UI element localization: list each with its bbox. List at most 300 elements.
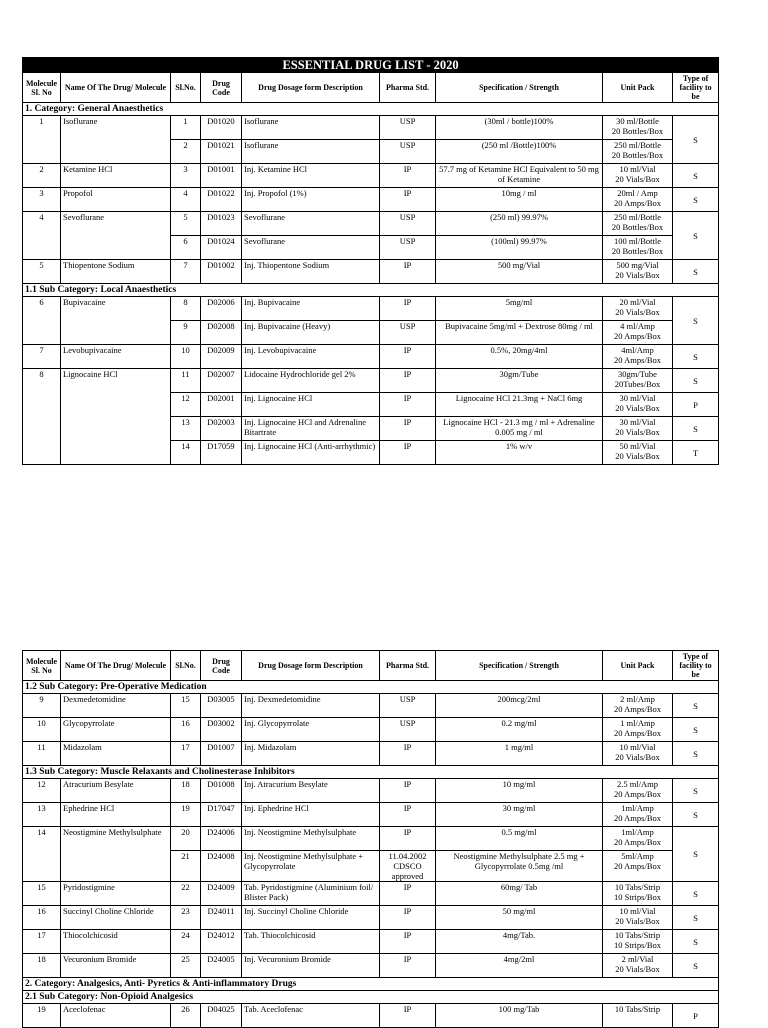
- unit-pack-size: 2 ml/Amp: [620, 694, 655, 704]
- header-pharma-std: Pharma Std.: [380, 73, 436, 103]
- drug-row: [23, 188, 719, 212]
- specification: Lignocaine HCl 21.3mg + NaCl 6mg: [436, 393, 603, 417]
- specification: (30ml / bottle)100%: [436, 116, 603, 140]
- sl-no: 12: [171, 393, 201, 417]
- category-row: [23, 681, 719, 694]
- facility-type: S: [673, 164, 719, 188]
- header-unit-pack: Unit Pack: [603, 651, 673, 681]
- molecule-sl-no: 4: [23, 212, 61, 260]
- facility-type: T: [673, 441, 719, 465]
- document-title: ESSENTIAL DRUG LIST - 2020: [23, 58, 719, 73]
- unit-pack-size: 30gm/Tube: [618, 369, 657, 379]
- specification: (100ml) 99.97%: [436, 236, 603, 260]
- facility-type: S: [673, 718, 719, 742]
- molecule-sl-no: 19: [23, 1004, 61, 1028]
- pharma-std: IP: [380, 803, 436, 827]
- dosage-form: Inj. Bupivacaine (Heavy): [242, 321, 380, 345]
- drug-name: Vecuronium Bromide: [61, 954, 171, 978]
- pharma-std: IP: [380, 297, 436, 321]
- drug-code: D24011: [201, 906, 242, 930]
- specification: 60mg/ Tab: [436, 882, 603, 906]
- drug-code: D02007: [201, 369, 242, 393]
- drug-row: [23, 116, 719, 140]
- unit-pack-size: 4 ml/Amp: [620, 321, 655, 331]
- drug-name: Thiocolchicosid: [61, 930, 171, 954]
- unit-pack-size: 1ml/Amp: [621, 827, 654, 837]
- drug-row: [23, 827, 719, 851]
- drug-code: D03005: [201, 694, 242, 718]
- header-molecule-sl-no: Molecule Sl. No: [23, 651, 61, 681]
- dosage-form: Inj. Atracurium Besylate: [242, 779, 380, 803]
- unit-pack-box: 10 Strips/Box: [614, 892, 661, 902]
- unit-pack-size: 30 ml/Bottle: [616, 116, 659, 126]
- unit-pack-box: 20 Vials/Box: [615, 451, 660, 461]
- drug-row: [23, 297, 719, 321]
- unit-pack-box: 20 Vials/Box: [615, 964, 660, 974]
- sl-no: 8: [171, 297, 201, 321]
- unit-pack-size: 2.5 ml/Amp: [616, 779, 659, 789]
- unit-pack: [603, 718, 673, 742]
- unit-pack: [603, 236, 673, 260]
- drug-name: Atracurium Besylate: [61, 779, 171, 803]
- specification: 1 mg/ml: [436, 742, 603, 766]
- unit-pack-size: 250 ml/Bottle: [614, 212, 661, 222]
- drug-row: [23, 694, 719, 718]
- facility-type: S: [673, 742, 719, 766]
- facility-type: S: [673, 345, 719, 369]
- category-label: 2. Category: Analgesics, Anti- Pyretics & Anti-inflammatory Drugs: [23, 978, 719, 991]
- drug-code: D17059: [201, 441, 242, 465]
- unit-pack-box: 20 Vials/Box: [615, 270, 660, 280]
- unit-pack-size: 500 mg/Vial: [616, 260, 659, 270]
- sl-no: 20: [171, 827, 201, 851]
- dosage-form: Tab. Pyridostigmine (Aluminium foil/ Blister Pack): [242, 882, 380, 906]
- header-pharma-std: Pharma Std.: [380, 651, 436, 681]
- sl-no: 16: [171, 718, 201, 742]
- sl-no: 21: [171, 851, 201, 882]
- unit-pack: [603, 827, 673, 851]
- drug-code: D01024: [201, 236, 242, 260]
- dosage-form: Inj. Neostigmine Methylsulphate: [242, 827, 380, 851]
- drug-code: D01023: [201, 212, 242, 236]
- pharma-std: IP: [380, 393, 436, 417]
- dosage-form: Inj. Propofol (1%): [242, 188, 380, 212]
- molecule-sl-no: 17: [23, 930, 61, 954]
- molecule-sl-no: 16: [23, 906, 61, 930]
- category-row: [23, 766, 719, 779]
- drug-code: D01001: [201, 164, 242, 188]
- facility-type: S: [673, 369, 719, 393]
- pharma-std: IP: [380, 345, 436, 369]
- molecule-sl-no: 8: [23, 369, 61, 465]
- facility-type: S: [673, 116, 719, 164]
- category-row: [23, 978, 719, 991]
- specification: 1% w/v: [436, 441, 603, 465]
- sl-no: 3: [171, 164, 201, 188]
- unit-pack-box: 20 Vials/Box: [615, 427, 660, 437]
- dosage-form: Tab. Thiocolchicosid: [242, 930, 380, 954]
- dosage-form: Inj. Dexmedetomidine: [242, 694, 380, 718]
- unit-pack: [603, 188, 673, 212]
- molecule-sl-no: 9: [23, 694, 61, 718]
- pharma-std: 11.04.2002 CDSCO approved: [380, 851, 436, 882]
- dosage-form: Inj. Ketamine HCl: [242, 164, 380, 188]
- sl-no: 9: [171, 321, 201, 345]
- facility-type: S: [673, 297, 719, 345]
- category-label: 1.3 Sub Category: Muscle Relaxants and Cholinesterase Inhibitors: [23, 766, 719, 779]
- drug-name: Isoflurane: [61, 116, 171, 164]
- drug-row: [23, 742, 719, 766]
- specification: 100 mg/Tab: [436, 1004, 603, 1028]
- unit-pack-box: 20 Amps/Box: [614, 331, 661, 341]
- category-row: [23, 284, 719, 297]
- pharma-std: USP: [380, 116, 436, 140]
- drug-code: D02001: [201, 393, 242, 417]
- unit-pack-box: 10 Strips/Box: [614, 940, 661, 950]
- drug-code: D01022: [201, 188, 242, 212]
- header-specification: Specification / Strength: [436, 73, 603, 103]
- sl-no: 11: [171, 369, 201, 393]
- unit-pack-size: 20ml / Amp: [617, 188, 658, 198]
- sl-no: 5: [171, 212, 201, 236]
- dosage-form: Sevoflurane: [242, 212, 380, 236]
- molecule-sl-no: 18: [23, 954, 61, 978]
- specification: 4mg/Tab.: [436, 930, 603, 954]
- drug-name: Succinyl Choline Chloride: [61, 906, 171, 930]
- unit-pack-box: 20 Vials/Box: [615, 752, 660, 762]
- drug-code: D01021: [201, 140, 242, 164]
- pharma-std: USP: [380, 718, 436, 742]
- drug-name: Bupivacaine: [61, 297, 171, 345]
- pharma-std: USP: [380, 694, 436, 718]
- specification: (250 ml /Bottle)100%: [436, 140, 603, 164]
- header-drug-code: Drug Code: [201, 73, 242, 103]
- facility-type: S: [673, 954, 719, 978]
- unit-pack-size: 10 ml/Vial: [619, 742, 656, 752]
- drug-code: D01002: [201, 260, 242, 284]
- unit-pack-box: 20 Bottles/Box: [611, 150, 664, 160]
- drug-code: D01008: [201, 779, 242, 803]
- drug-code: D24008: [201, 851, 242, 882]
- facility-type: S: [673, 803, 719, 827]
- drug-code: D03002: [201, 718, 242, 742]
- sl-no: 7: [171, 260, 201, 284]
- facility-type: S: [673, 930, 719, 954]
- dosage-form: Isoflurane: [242, 116, 380, 140]
- unit-pack-size: 20 ml/Vial: [619, 297, 656, 307]
- unit-pack-size: 10 Tabs/Strip: [614, 1004, 661, 1014]
- dosage-form: Inj. Ephedrine HCl: [242, 803, 380, 827]
- dosage-form: Inj. Lignocaine HCl (Anti-arrhythmic): [242, 441, 380, 465]
- unit-pack-size: 5ml/Amp: [621, 851, 654, 861]
- pharma-std: IP: [380, 164, 436, 188]
- unit-pack: [603, 742, 673, 766]
- unit-pack-size: 2 ml/Vial: [621, 954, 654, 964]
- specification: (250 ml) 99.97%: [436, 212, 603, 236]
- unit-pack: [603, 930, 673, 954]
- pharma-std: IP: [380, 188, 436, 212]
- header-facility-type: Type of facility to be: [673, 651, 719, 681]
- sl-no: 17: [171, 742, 201, 766]
- molecule-sl-no: 10: [23, 718, 61, 742]
- specification: Bupivacaine 5mg/ml + Dextrose 80mg / ml: [436, 321, 603, 345]
- sl-no: 22: [171, 882, 201, 906]
- unit-pack-box: 20 Amps/Box: [614, 704, 661, 714]
- unit-pack: [603, 369, 673, 393]
- header-drug-name: Name Of The Drug/ Molecule: [61, 651, 171, 681]
- unit-pack: [603, 882, 673, 906]
- unit-pack: [603, 803, 673, 827]
- drug-code: D24005: [201, 954, 242, 978]
- specification: 10mg / ml: [436, 188, 603, 212]
- unit-pack-box: 20 Vials/Box: [615, 307, 660, 317]
- header-specification: Specification / Strength: [436, 651, 603, 681]
- category-label: 1.2 Sub Category: Pre-Operative Medication: [23, 681, 719, 694]
- drug-row: [23, 369, 719, 393]
- drug-row: [23, 212, 719, 236]
- specification: 200mcg/2ml: [436, 694, 603, 718]
- pharma-std: USP: [380, 236, 436, 260]
- dosage-form: Inj. Lignocaine HCl and Adrenaline Bitartrate: [242, 417, 380, 441]
- molecule-sl-no: 15: [23, 882, 61, 906]
- dosage-form: Inj. Lignocaine HCl: [242, 393, 380, 417]
- sl-no: 23: [171, 906, 201, 930]
- drug-name: Lignocaine HCl: [61, 369, 171, 465]
- sl-no: 1: [171, 116, 201, 140]
- dosage-form: Inj. Levobupivacaine: [242, 345, 380, 369]
- unit-pack-size: 10 Tabs/Strip: [614, 882, 661, 892]
- molecule-sl-no: 2: [23, 164, 61, 188]
- sl-no: 18: [171, 779, 201, 803]
- molecule-sl-no: 6: [23, 297, 61, 345]
- header-row: [23, 73, 719, 103]
- pharma-std: IP: [380, 369, 436, 393]
- header-row: [23, 651, 719, 681]
- drug-name: Sevoflurane: [61, 212, 171, 260]
- drug-name: Pyridostigmine: [61, 882, 171, 906]
- header-sl-no: Sl.No.: [171, 651, 201, 681]
- drug-row: [23, 954, 719, 978]
- facility-type: S: [673, 188, 719, 212]
- unit-pack: [603, 441, 673, 465]
- facility-type: S: [673, 417, 719, 441]
- unit-pack: [603, 393, 673, 417]
- dosage-form: Inj. Succinyl Choline Chloride: [242, 906, 380, 930]
- unit-pack-box: 20 Amps/Box: [614, 837, 661, 847]
- drug-row: [23, 930, 719, 954]
- sl-no: 4: [171, 188, 201, 212]
- pharma-std: IP: [380, 441, 436, 465]
- molecule-sl-no: 1: [23, 116, 61, 164]
- unit-pack-size: 1 ml/Amp: [620, 718, 655, 728]
- specification: 57.7 mg of Ketamine HCl Equivalent to 50 mg of Ketamine: [436, 164, 603, 188]
- specification: 4mg/2ml: [436, 954, 603, 978]
- molecule-sl-no: 11: [23, 742, 61, 766]
- unit-pack-box: 20Tubes/Box: [614, 379, 661, 389]
- unit-pack-box: 20 Vials/Box: [615, 916, 660, 926]
- facility-type: S: [673, 694, 719, 718]
- sl-no: 24: [171, 930, 201, 954]
- drug-code: D02009: [201, 345, 242, 369]
- header-sl-no: Sl.No.: [171, 73, 201, 103]
- pharma-std: IP: [380, 827, 436, 851]
- unit-pack-box: 20 Vials/Box: [615, 174, 660, 184]
- drug-code: D24006: [201, 827, 242, 851]
- sl-no: 2: [171, 140, 201, 164]
- facility-type: P: [673, 1004, 719, 1028]
- unit-pack: [603, 345, 673, 369]
- dosage-form: Inj. Glycopyrrolate: [242, 718, 380, 742]
- specification: 30gm/Tube: [436, 369, 603, 393]
- pharma-std: IP: [380, 1004, 436, 1028]
- category-row: [23, 991, 719, 1004]
- unit-pack: [603, 321, 673, 345]
- drug-code: D17047: [201, 803, 242, 827]
- unit-pack-box: 20 Bottles/Box: [611, 222, 664, 232]
- unit-pack: [603, 140, 673, 164]
- drug-name: Ketamine HCl: [61, 164, 171, 188]
- header-facility-type: Type of facility to be: [673, 73, 719, 103]
- drug-row: [23, 164, 719, 188]
- unit-pack-box: 20 Vials/Box: [615, 403, 660, 413]
- molecule-sl-no: 12: [23, 779, 61, 803]
- drug-row: [23, 260, 719, 284]
- pharma-std: USP: [380, 321, 436, 345]
- pharma-std: IP: [380, 882, 436, 906]
- category-label: 2.1 Sub Category: Non-Opioid Analgesics: [23, 991, 719, 1004]
- unit-pack: [603, 906, 673, 930]
- drug-code: D04025: [201, 1004, 242, 1028]
- category-label: 1.1 Sub Category: Local Anaesthetics: [23, 284, 719, 297]
- facility-type: S: [673, 906, 719, 930]
- header-dosage-form: Drug Dosage form Description: [242, 73, 380, 103]
- specification: 50 mg/ml: [436, 906, 603, 930]
- drug-name: Dexmedetomidine: [61, 694, 171, 718]
- header-drug-name: Name Of The Drug/ Molecule: [61, 73, 171, 103]
- header-drug-code: Drug Code: [201, 651, 242, 681]
- pharma-std: IP: [380, 779, 436, 803]
- specification: 30 mg/ml: [436, 803, 603, 827]
- drug-row: [23, 779, 719, 803]
- header-unit-pack: Unit Pack: [603, 73, 673, 103]
- drug-code: D24009: [201, 882, 242, 906]
- unit-pack-size: 10 Tabs/Strip: [614, 930, 661, 940]
- drug-name: Neostigmine Methylsulphate: [61, 827, 171, 882]
- unit-pack: [603, 164, 673, 188]
- drug-row: [23, 345, 719, 369]
- drug-name: Glycopyrrolate: [61, 718, 171, 742]
- specification: 0.2 mg/ml: [436, 718, 603, 742]
- unit-pack-size: 1ml/Amp: [621, 803, 654, 813]
- unit-pack: [603, 851, 673, 882]
- sl-no: 25: [171, 954, 201, 978]
- specification: 5mg/ml: [436, 297, 603, 321]
- sl-no: 19: [171, 803, 201, 827]
- pharma-std: IP: [380, 260, 436, 284]
- specification: Lignocaine HCl - 21.3 mg / ml + Adrenaline 0.005 mg / ml: [436, 417, 603, 441]
- unit-pack: [603, 779, 673, 803]
- unit-pack-box: 20 Bottles/Box: [611, 246, 664, 256]
- drug-code: D24012: [201, 930, 242, 954]
- pharma-std: USP: [380, 212, 436, 236]
- facility-type: S: [673, 260, 719, 284]
- unit-pack-box: 20 Amps/Box: [614, 861, 661, 871]
- specification: 0.5%, 20mg/4ml: [436, 345, 603, 369]
- unit-pack: [603, 694, 673, 718]
- header-molecule-sl-no: Molecule Sl. No: [23, 73, 61, 103]
- unit-pack-size: 4ml/Amp: [621, 345, 654, 355]
- drug-row: [23, 882, 719, 906]
- pharma-std: IP: [380, 930, 436, 954]
- molecule-sl-no: 13: [23, 803, 61, 827]
- drug-name: Propofol: [61, 188, 171, 212]
- unit-pack-size: 50 ml/Vial: [619, 441, 656, 451]
- dosage-form: Inj. Vecuronium Bromide: [242, 954, 380, 978]
- unit-pack: [603, 954, 673, 978]
- drug-row: [23, 803, 719, 827]
- unit-pack: [603, 417, 673, 441]
- drug-name: Aceclofenac: [61, 1004, 171, 1028]
- category-row: [23, 103, 719, 116]
- dosage-form: Lidocaine Hydrochloride gel 2%: [242, 369, 380, 393]
- molecule-sl-no: 3: [23, 188, 61, 212]
- unit-pack-size: 30 ml/Vial: [619, 393, 656, 403]
- facility-type: S: [673, 212, 719, 260]
- sl-no: 6: [171, 236, 201, 260]
- unit-pack-size: 10 ml/Vial: [619, 906, 656, 916]
- table-body-page-1: [23, 58, 719, 465]
- specification: Neostigmine Methylsulphate 2.5 mg + Glycopyrrolate 0.5mg /ml: [436, 851, 603, 882]
- drug-row: [23, 906, 719, 930]
- drug-code: D01020: [201, 116, 242, 140]
- dosage-form: Inj. Midazolam: [242, 742, 380, 766]
- sl-no: 26: [171, 1004, 201, 1028]
- sl-no: 14: [171, 441, 201, 465]
- molecule-sl-no: 5: [23, 260, 61, 284]
- drug-name: Midazolam: [61, 742, 171, 766]
- specification: 0.5 mg/ml: [436, 827, 603, 851]
- facility-type: S: [673, 779, 719, 803]
- specification: 10 mg/ml: [436, 779, 603, 803]
- molecule-sl-no: 14: [23, 827, 61, 882]
- unit-pack-box: 20 Bottles/Box: [611, 126, 664, 136]
- unit-pack: [603, 260, 673, 284]
- sl-no: 15: [171, 694, 201, 718]
- unit-pack-box: 20 Amps/Box: [614, 355, 661, 365]
- drug-name: Thiopentone Sodium: [61, 260, 171, 284]
- unit-pack-box: 20 Amps/Box: [614, 728, 661, 738]
- drug-code: D01007: [201, 742, 242, 766]
- unit-pack: [603, 116, 673, 140]
- sl-no: 10: [171, 345, 201, 369]
- pharma-std: IP: [380, 742, 436, 766]
- dosage-form: Inj. Bupivacaine: [242, 297, 380, 321]
- drug-name: Ephedrine HCl: [61, 803, 171, 827]
- dosage-form: Tab. Aceclofenac: [242, 1004, 380, 1028]
- unit-pack: [603, 297, 673, 321]
- specification: 500 mg/Vial: [436, 260, 603, 284]
- unit-pack-size: 100 ml/Bottle: [614, 236, 661, 246]
- header-dosage-form: Drug Dosage form Description: [242, 651, 380, 681]
- unit-pack-box: 20 Amps/Box: [614, 198, 661, 208]
- unit-pack: [603, 212, 673, 236]
- drug-code: D02008: [201, 321, 242, 345]
- unit-pack-size: 30 ml/Vial: [619, 417, 656, 427]
- dosage-form: Inj. Neostigmine Methylsulphate + Glycopyrrolate: [242, 851, 380, 882]
- pharma-std: IP: [380, 417, 436, 441]
- facility-type: S: [673, 827, 719, 882]
- sl-no: 13: [171, 417, 201, 441]
